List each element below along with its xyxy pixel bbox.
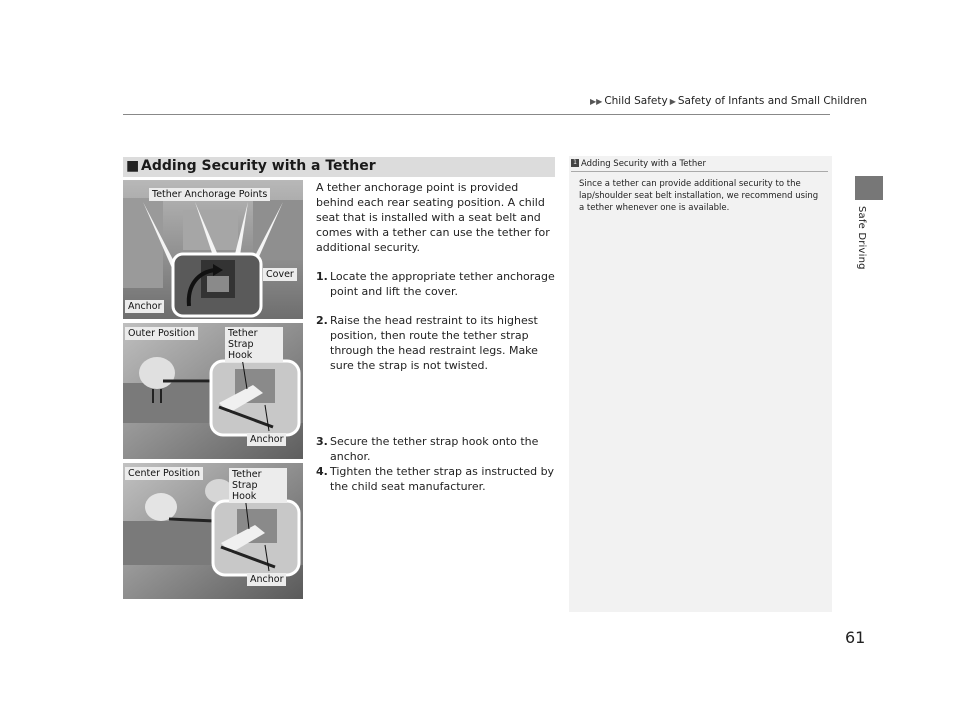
- triangle-right-icon: ▶▶: [590, 97, 603, 106]
- section-title: Adding Security with a Tether: [141, 158, 376, 174]
- figure-outer-position: [123, 323, 303, 459]
- step-text: Tighten the tether strap as instructed by the child seat manufacturer.: [330, 465, 555, 493]
- step-text: Locate the appropriate tether anchorage point and lift the cover.: [330, 270, 555, 298]
- step-4: [316, 464, 556, 494]
- step-text: Secure the tether strap hook onto the anchor.: [330, 435, 539, 463]
- instructions: [316, 180, 556, 494]
- step-3: [316, 434, 556, 464]
- label-anchor: Anchor: [247, 433, 286, 446]
- label-tether-strap-hook: Tether Strap Hook: [225, 327, 283, 362]
- chapter-tab: [855, 176, 883, 200]
- page-number: 61: [845, 628, 866, 647]
- square-bullet-icon: ■: [126, 158, 140, 174]
- chapter-label: Safe Driving: [856, 206, 867, 270]
- side-note: [569, 156, 832, 612]
- note-marker-icon: 1: [571, 159, 579, 167]
- label-tether-strap-hook: Tether Strap Hook: [229, 468, 287, 503]
- note-body: Since a tether can provide additional security to the lap/shoulder seat belt installation, we recommend using a tether whenever one is available.: [579, 179, 819, 213]
- label-center-position: Center Position: [125, 467, 203, 480]
- section-heading: [123, 157, 555, 177]
- step-1: [316, 269, 556, 299]
- breadcrumb-part-2: Safety of Infants and Small Children: [677, 95, 868, 107]
- label-tether-anchorage-points: Tether Anchorage Points: [149, 188, 270, 201]
- header-rule: [123, 114, 830, 115]
- step-number: 2.: [316, 314, 328, 327]
- breadcrumb: [588, 95, 867, 107]
- label-anchor: Anchor: [125, 300, 164, 313]
- step-text: Raise the head restraint to its highest position, then route the tether strap through the head restraint legs. Make sure the strap is not twisted.: [330, 314, 538, 372]
- step-number: 4.: [316, 465, 328, 478]
- intro-paragraph: A tether anchorage point is provided behind each rear seating position. A child seat that is installed with a seat belt and comes with a tether can use the tether for additional security.: [316, 181, 550, 254]
- step-number: 1.: [316, 270, 328, 283]
- triangle-right-icon: ▶: [669, 97, 676, 106]
- figure-tether-anchorage-points: [123, 180, 303, 319]
- step-number: 3.: [316, 435, 328, 448]
- label-outer-position: Outer Position: [125, 327, 198, 340]
- figure-center-position: [123, 463, 303, 599]
- label-cover: Cover: [263, 268, 297, 281]
- label-anchor: Anchor: [247, 573, 286, 586]
- note-title: Adding Security with a Tether: [581, 159, 706, 169]
- breadcrumb-part-1: Child Safety: [604, 95, 668, 107]
- note-heading: [571, 159, 828, 172]
- step-2: [316, 313, 556, 373]
